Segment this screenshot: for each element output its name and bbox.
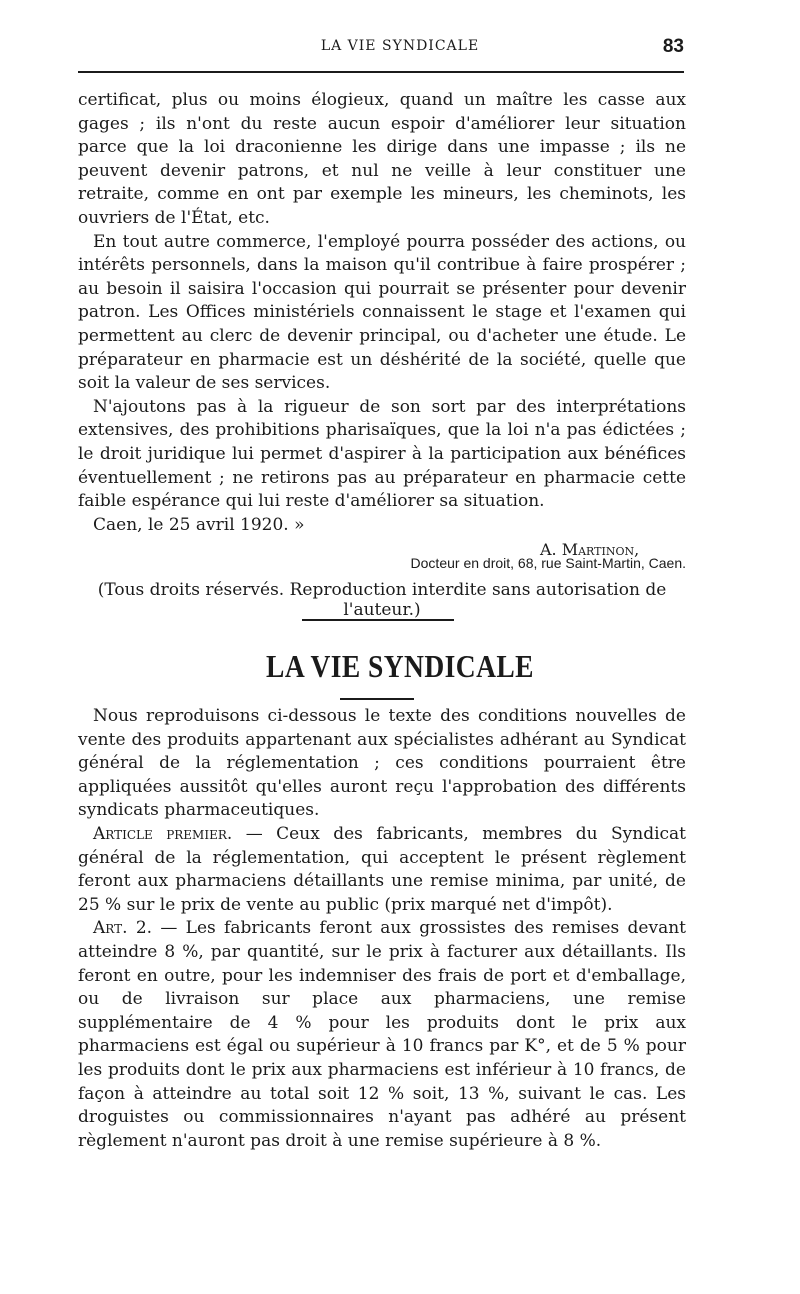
section-divider (302, 619, 454, 621)
rights-notice: (Tous droits réservés. Reproduction interdite sans autorisation de l'auteur.) (97, 580, 667, 620)
article-2-text: — Les fabricants feront aux grossistes des remises devant atteindre 8 %, par quantité, sur le prix à facturer aux détaillants. Ils feront en outre, pour les indemniser des frais de port et d'emballage, ou de livraison sur place aux pharmaciens, une remise supplémentaire de 4 % pour les produits dont le prix aux pharmaciens est égal ou supérieur à 10 francs par K°, et de 5 % pour les produits dont le prix aux pharmaciens est inférieur à 10 francs, de façon à atteindre au total soit 12 % soit, 13 %, suivant le cas. Les droguistes ou commissionnaires n'ayant pas adhéré au présent règlement n'auront pas droit à une remise supérieure à 8 %. (78, 918, 686, 1151)
letter-paragraph-2: En tout autre commerce, l'employé pourra posséder des actions, ou intérêts personnels, dans la maison qu'il contribue à faire prospérer ; au besoin il saisira l'occasion qui pourrait se présenter pour devenir patron. Les Offices ministériels connaissent le stage et l'examen qui permettent au clerc de devenir principal, ou d'acheter une étude. Le préparateur en pharmacie est un déshérité de la société, quelle que soit la valeur de ses services. (78, 231, 686, 394)
section-title: LA VIE SYNDICALE (266, 648, 534, 684)
article-2-label: Art. 2. (93, 918, 153, 939)
header-rule (78, 71, 684, 73)
letter-dateline: Caen, le 25 avril 1920. » (93, 514, 305, 535)
letter-body (78, 89, 686, 537)
article-1-label: Article premier. (93, 823, 233, 844)
author-name: Martinon, (561, 540, 640, 559)
author-address: Docteur en droit, 68, rue Saint-Martin, Caen. (410, 555, 686, 571)
letter-paragraph-1: certificat, plus ou moins élogieux, quand un maître les casse aux gages ; ils n'ont du reste aucun espoir d'améliorer leur situation parce que la loi draconienne les dirige dans une impasse ; ils ne peuvent devenir patrons, et nul ne veille à leur constituer une retraite, comme en ont par exemple les mineurs, les cheminots, les ouvriers de l'État, etc. (78, 90, 686, 228)
page-number: 83 (662, 36, 684, 57)
section-intro: Nous reproduisons ci-dessous le texte des conditions nouvelles de vente des produits appartenant aux spécialistes adhérant au Syndicat général de la réglementation ; ces conditions pourraient être appliquées aussitôt qu'elles auront reçu l'approbation des différents syndicats pharmaceutiques. (78, 706, 686, 821)
running-header-title: LA VIE SYNDICALE (320, 38, 480, 54)
title-underline (340, 698, 414, 700)
article-2 (78, 917, 686, 1153)
article-1 (78, 823, 686, 917)
letter-paragraph-3: N'ajoutons pas à la rigueur de son sort par des interprétations extensives, des prohibitions pharisaïques, que la loi n'a pas édictées ; le droit juridique lui permet d'aspirer à la participation aux bénéfices éventuellement ; ne retirons pas au préparateur en pharmacie cette faible espérance qui lui reste d'améliorer sa situation. (78, 396, 686, 512)
article-1-text: — Ceux des fabricants, membres du Syndicat général de la réglementation, qui acceptent le présent règlement feront aux pharmaciens détaillants une remise minima, par unité, de 25 % sur le prix de vente au public (prix marqué net d'impôt). (78, 823, 686, 915)
section-body (78, 705, 686, 1153)
author-initial: A. (540, 540, 557, 559)
